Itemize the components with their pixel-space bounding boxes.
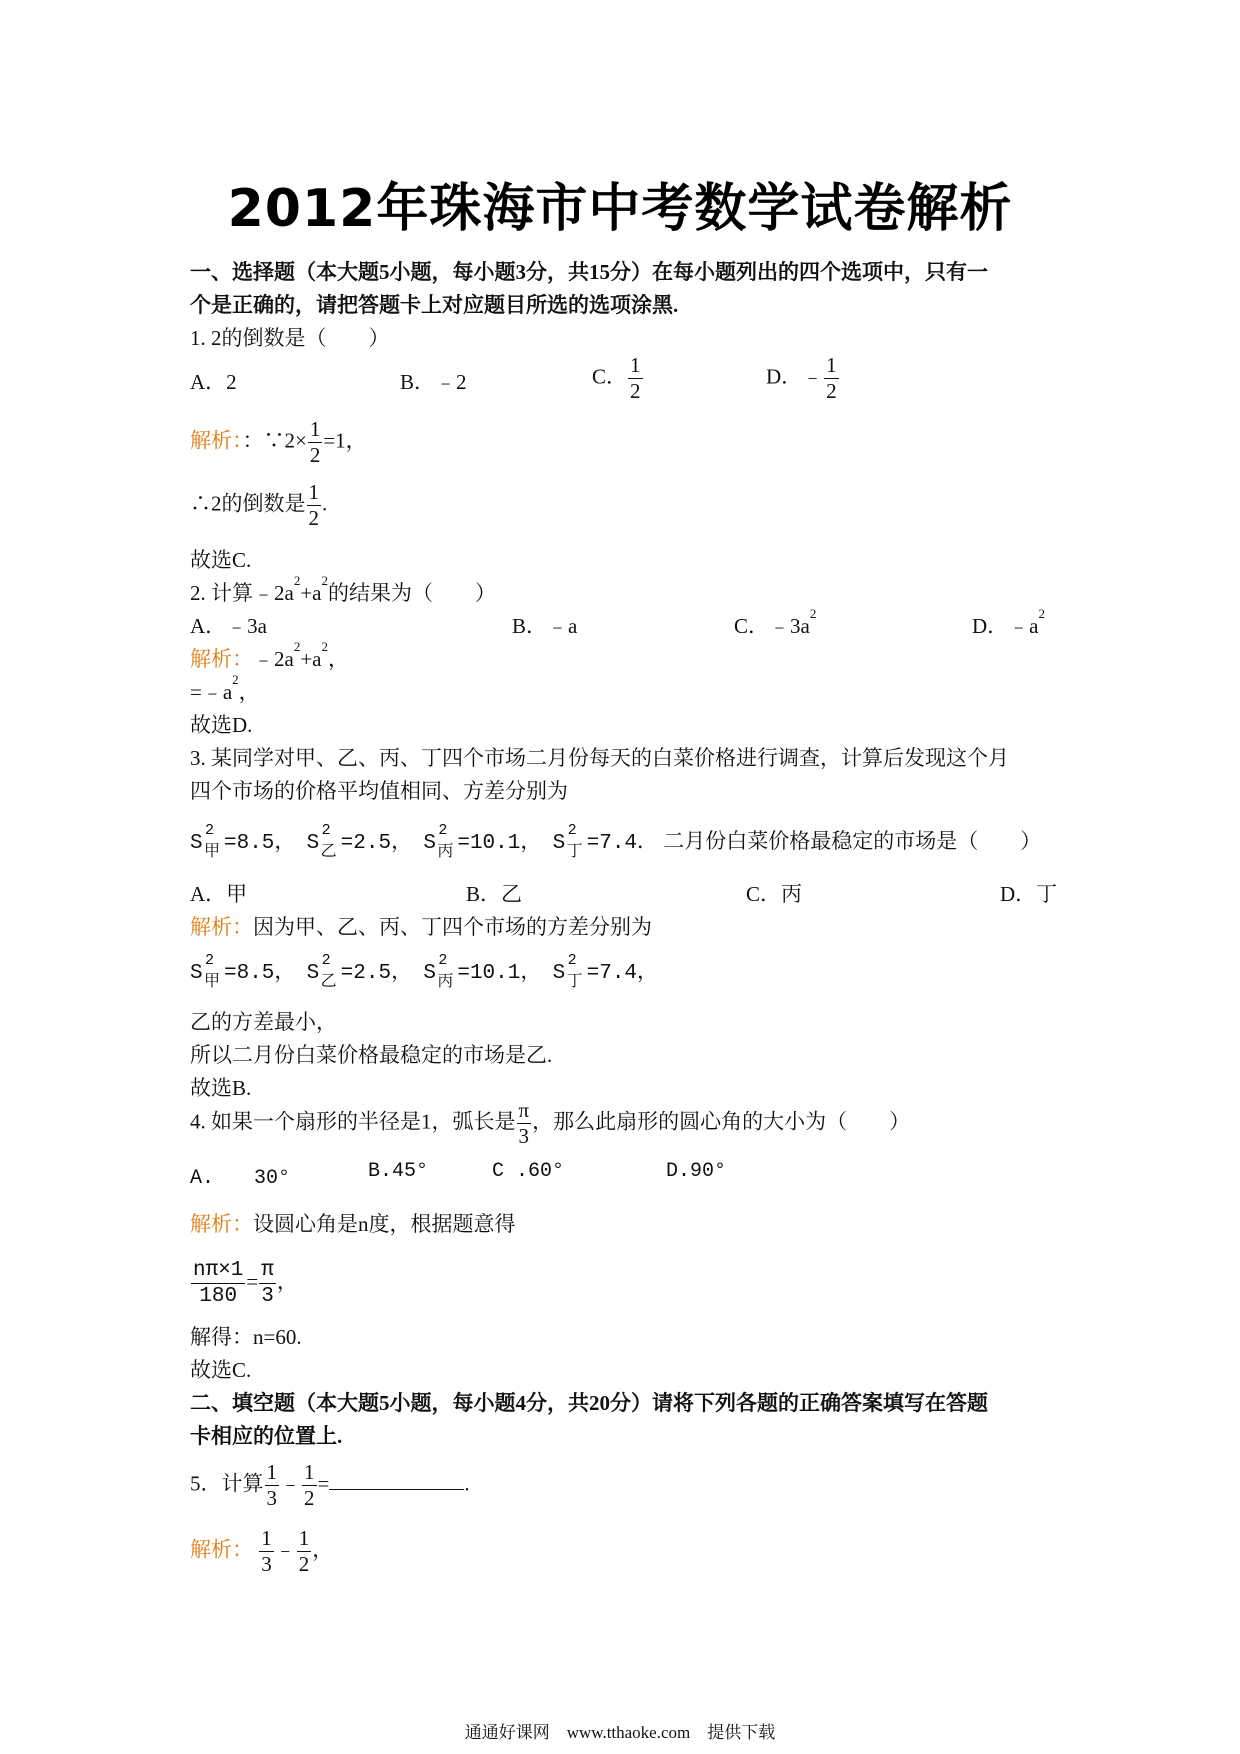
q4-stem: 4. 如果一个扇形的半径是1，弧长是 $\frac{\pi}{3}$ ，那么此扇形的圆心角的大小为（ ）	[190, 1098, 911, 1148]
q3-variance-line: S 2 甲 =8.5， S 2 乙 =2.5， S 2 丙 =10.1， S 2 丁 =7.4． 二月份白菜价格最稳定的市场是（ ）	[190, 822, 1042, 861]
q2-analysis-line2: $=﹣a^2$，	[190, 672, 260, 704]
q2-option-c: C．$﹣3a^2$	[734, 606, 817, 638]
analysis-label: 解析：	[190, 1212, 253, 1236]
q3-analysis-line1: 解析：因为甲、乙、丙、丁四个市场的方差分别为	[190, 915, 652, 939]
analysis-label: 解析：	[190, 1537, 253, 1562]
fraction-one-third: $\frac{1}{3}$	[266, 1460, 277, 1510]
q3-analysis-line3: 乙的方差最小，	[190, 1010, 337, 1034]
variance-jia: S 2 甲	[190, 822, 221, 861]
fraction-pi-over-three: $\frac{\pi}{3}$	[261, 1259, 274, 1308]
variance-bing: S 2 丙	[423, 822, 454, 861]
q5-stem: 5．计算 $\frac{1}{3}$ ﹣ $\frac{1}{2}$ = .	[190, 1460, 470, 1510]
fraction-arc-formula: $\frac{n\pi\times 1}{180}$	[193, 1259, 244, 1308]
section2-heading-line2: 卡相应的位置上.	[190, 1424, 343, 1448]
q1-option-c: C． $\frac{1}{2}$	[592, 353, 641, 403]
analysis-label: 解析：	[190, 915, 253, 939]
q1-option-d: D．﹣ $\frac{1}{2}$	[766, 353, 837, 403]
fraction-one-half: $\frac{1}{2}$	[309, 417, 321, 467]
section1-heading-line1: 一、选择题（本大题5小题，每小题3分，共15分）在每小题列出的四个选项中，只有一	[190, 260, 988, 284]
q2-answer: 故选D.	[190, 713, 253, 737]
q2-stem: 2. 计算$﹣2a^2+a^2$的结果为（ ）	[190, 573, 496, 605]
q4-equation: $\frac{n\pi\times 1}{180}$ = $\frac{\pi}{3}$ ，	[193, 1259, 298, 1308]
page-title: 2012年珠海市中考数学试卷解析	[227, 179, 1013, 239]
page-footer: 通通好课网 www.tthaoke.com 提供下载	[464, 1723, 776, 1742]
variance-yi: S 2 乙	[306, 952, 337, 991]
fraction-one-half: $\frac{1}{2}$	[298, 1526, 310, 1576]
q3-stem-line2: 四个市场的价格平均值相同、方差分别为	[190, 779, 568, 803]
q1-analysis-line1: 解析：：∵2× $\frac{1}{2}$ =1，	[190, 417, 367, 467]
q4-analysis-line1: 解析：设圆心角是n度，根据题意得	[190, 1212, 516, 1236]
variance-yi: S 2 乙	[306, 822, 337, 861]
fraction-one-half: $\frac{1}{2}$	[630, 353, 641, 403]
section1-heading-line2: 个是正确的，请把答题卡上对应题目所选的选项涂黑.	[190, 293, 679, 317]
q3-option-c: C．丙	[746, 882, 803, 906]
fraction-pi-over-three: $\frac{\pi}{3}$	[518, 1098, 530, 1148]
q3-option-d: D．丁	[1000, 882, 1058, 906]
fraction-one-half: $\frac{1}{2}$	[308, 480, 319, 530]
q3-analysis-variance-line: S 2 甲 =8.5， S 2 乙 =2.5， S 2 丙 =10.1， S 2 丁 =7.4，	[190, 952, 659, 991]
q4-option-c: C .60°	[492, 1160, 565, 1183]
q1-analysis-line2: ∴2的倒数是 $\frac{1}{2}$ .	[190, 480, 328, 530]
q4-option-a: A. 30°	[190, 1167, 291, 1190]
q1-option-b: B．﹣2	[400, 370, 467, 394]
q2-option-d: D．$﹣a^2$	[972, 606, 1045, 638]
q4-solve: 解得：n=60.	[190, 1325, 302, 1349]
q1-stem: 1. 2的倒数是（ ）	[190, 326, 390, 350]
variance-jia: S 2 甲	[190, 952, 221, 991]
q3-option-a: A．甲	[190, 882, 248, 906]
section2-heading-line1: 二、填空题（本大题5小题，每小题4分，共20分）请将下列各题的正确答案填写在答题	[190, 1391, 988, 1415]
variance-bing: S 2 丙	[423, 952, 454, 991]
fraction-one-third: $\frac{1}{3}$	[261, 1526, 272, 1576]
fraction-one-half: $\frac{1}{2}$	[304, 1460, 315, 1510]
q3-stem-line1: 3. 某同学对甲、乙、丙、丁四个市场二月份每天的白菜价格进行调查，计算后发现这个月	[190, 746, 1009, 770]
q3-analysis-line4: 所以二月份白菜价格最稳定的市场是乙.	[190, 1043, 553, 1067]
q4-answer: 故选C.	[190, 1358, 252, 1382]
answer-blank	[329, 1471, 464, 1490]
q4-option-b: B.45°	[368, 1160, 429, 1183]
q3-option-b: B．乙	[466, 882, 523, 906]
q4-option-d: D.90°	[666, 1160, 727, 1183]
q2-option-a: A．﹣3a	[190, 614, 267, 638]
q3-answer: 故选B.	[190, 1076, 252, 1100]
variance-ding: S 2 丁	[552, 952, 583, 991]
variance-ding: S 2 丁	[552, 822, 583, 861]
q5-analysis: 解析： $\frac{1}{3}$ ﹣ $\frac{1}{2}$ ，	[190, 1526, 334, 1576]
analysis-label: 解析：	[190, 428, 243, 453]
q1-answer: 故选C.	[190, 548, 252, 572]
analysis-label: 解析：	[190, 647, 253, 671]
q1-option-a: A．2	[190, 370, 237, 394]
fraction-one-half: $\frac{1}{2}$	[826, 353, 837, 403]
q2-analysis-line1: 解析：$﹣2a^2+a^2$，	[190, 639, 349, 671]
q2-option-b: B．﹣a	[512, 614, 578, 638]
